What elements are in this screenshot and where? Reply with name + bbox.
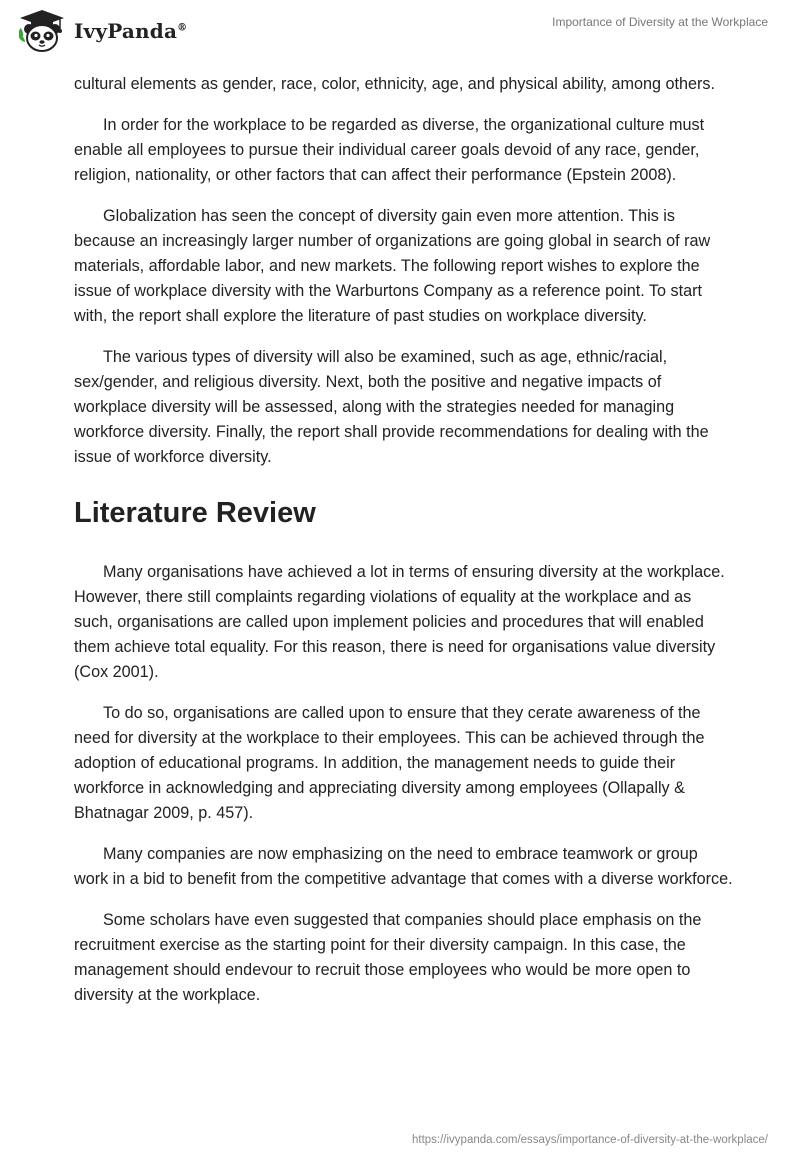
paragraph: Many organisations have achieved a lot in terms of ensuring diversity at the workplace. However, there still complaints regarding violations of equality at the workplace and as such, organisations are called upon implement policies and procedures that will enabled them achieve total equality. For this reason, there is need for organisations value diversity (Cox 2001). (74, 563, 725, 681)
document-title: Importance of Diversity at the Workplace (552, 15, 768, 29)
paragraph: Many companies are now emphasizing on the need to embrace teamwork or group work in a bid to benefit from the competitive advantage that comes with a diverse workforce. (74, 845, 733, 888)
page-header (0, 0, 800, 64)
registered-mark: ® (177, 22, 188, 34)
source-url[interactable]: https://ivypanda.com/essays/importance-of-diversity-at-the-workplace/ (411, 1134, 768, 1146)
intro-continuation: cultural elements as gender, race, color, ethnicity, age, and physical ability, among others. (74, 75, 715, 93)
paragraph: In order for the workplace to be regarded as diverse, the organizational culture must enable all employees to pursue their individual career goals devoid of any race, gender, religion, nationality, or other factors that can affect their performance (Epstein 2008). (74, 116, 705, 184)
paragraph: To do so, organisations are called upon to ensure that they cerate awareness of the need for diversity at the workplace to their employees. This can be achieved through the adoption of educational programs. In addition, the management needs to guide their workforce in acknowledging and appreciating diversity among employees (Ollapally & Bhatnagar 2009, p. 457). (74, 704, 705, 822)
essay-content (74, 72, 734, 1024)
paragraph: The various types of diversity will also be examined, such as age, ethnic/racial, sex/gender, and religious diversity. Next, both the positive and negative impacts of workplace diversity will be assessed, along with the strategies needed for managing workforce diversity. Finally, the report shall provide recommendations for dealing with the issue of workforce diversity. (74, 348, 709, 466)
ivypanda-logo[interactable] (16, 8, 187, 54)
brand-name: IvyPanda® (74, 19, 188, 43)
paragraph: Globalization has seen the concept of diversity gain even more attention. This is because an increasingly larger number of organizations are going global in search of raw materials, affordable labor, and new markets. The following report wishes to explore the issue of workplace diversity with the Warburtons Company as a reference point. To start with, the report shall explore the literature of past studies on workplace diversity. (74, 207, 711, 325)
panda-graduate-icon (16, 8, 68, 54)
section-heading-literature-review: Literature Review (74, 497, 316, 529)
paragraph: Some scholars have even suggested that companies should place emphasis on the recruitment exercise as the starting point for their diversity campaign. In this case, the management should endevour to recruit those employees who would be more open to diversity at the workplace. (74, 911, 702, 1004)
